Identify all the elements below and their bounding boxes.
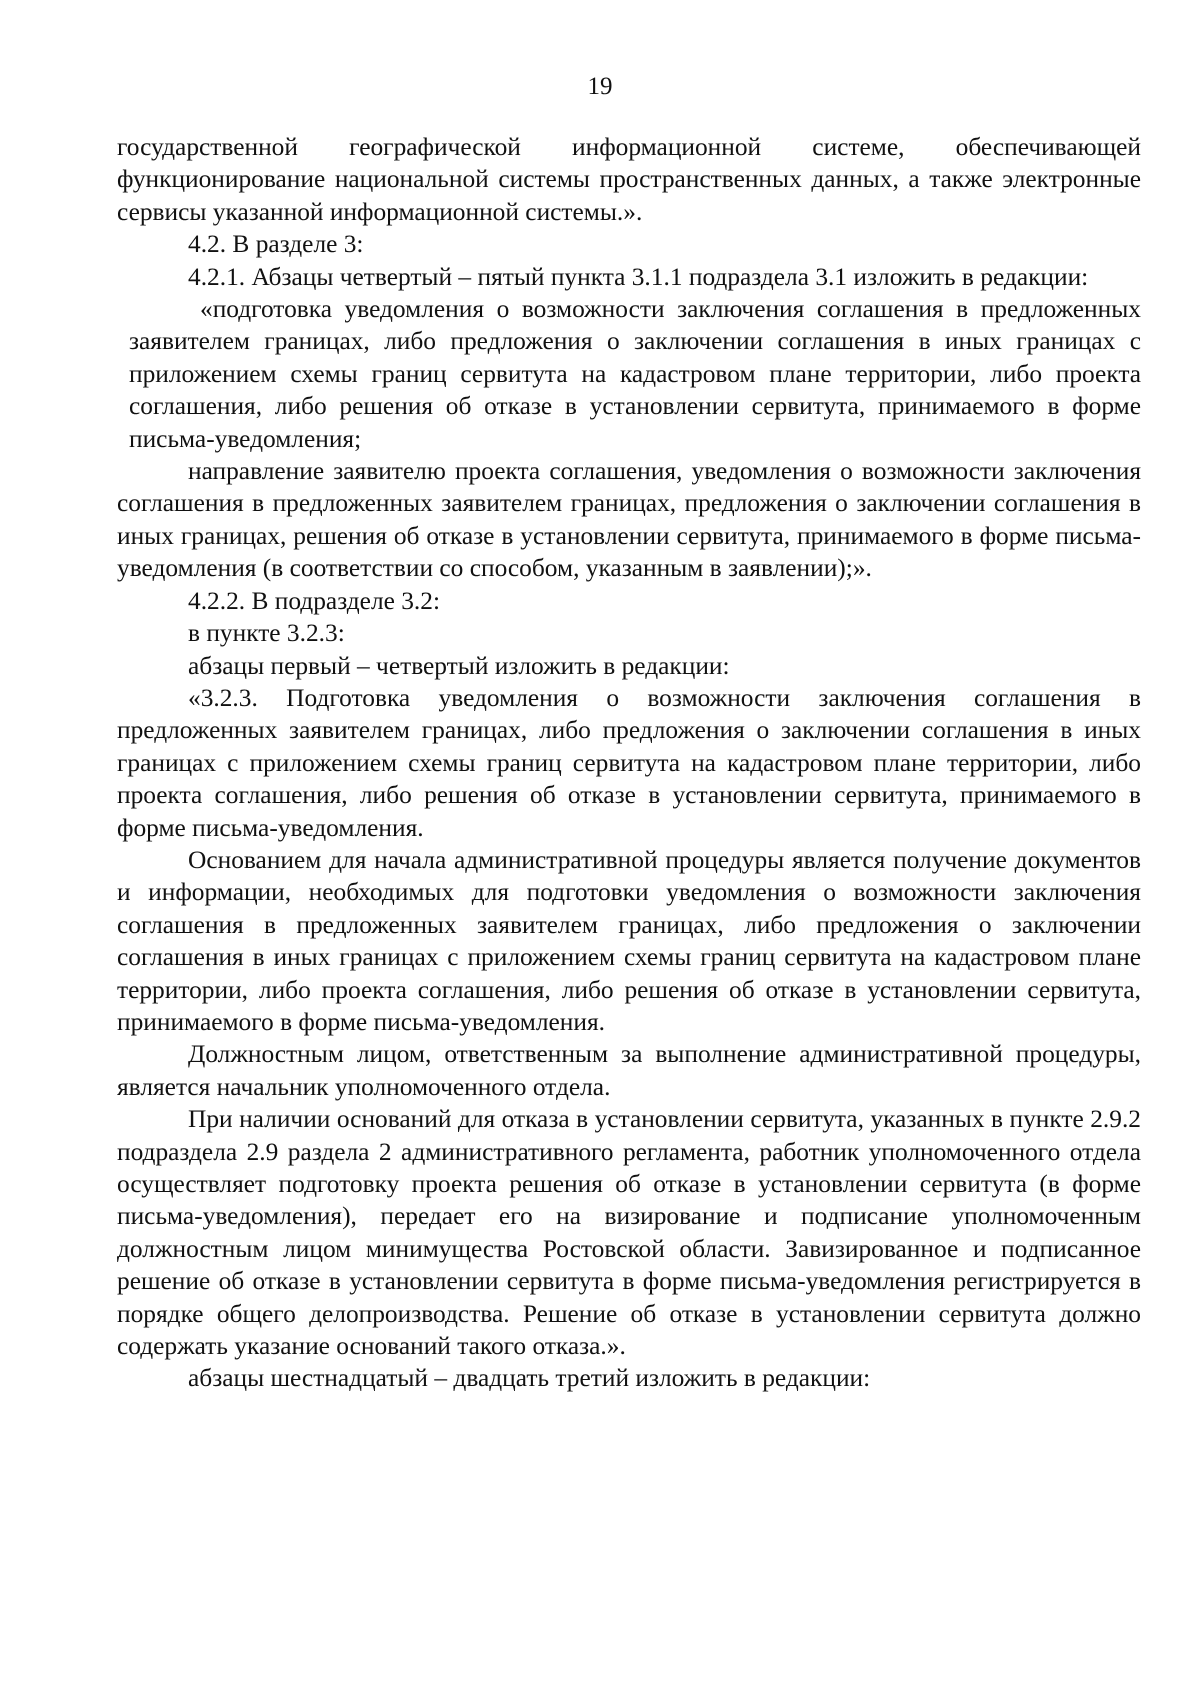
- paragraph-refusal-grounds: При наличии оснований для отказа в установлении сервитута, указанных в пункте 2.9.2 подраздела 2.9 раздела 2 административного регламента, работник уполномоченного отдела осуществляет подготовку проекта решения об отказе в установлении сервитута (в форме письма-уведомления), передает его на визирование и подписание уполномоченным должностным лицом минимущества Ростовской области. Завизированное и подписанное решение об отказе в установлении сервитута в форме письма-уведомления регистрируется в порядке общего делопроизводства. Решение об отказе в установлении сервитута должно содержать указание оснований такого отказа.».: [117, 1105, 1141, 1361]
- paragraph-section-4-2-1: 4.2.1. Абзацы четвертый – пятый пункта 3.1.1 подраздела 3.1 изложить в редакции:: [188, 262, 1089, 291]
- paragraph-direction-to-applicant: направление заявителю проекта соглашения, уведомления о возможности заключения соглашения в предложенных заявителем границах, предложения о заключении соглашения в иных границах, решения об отказе в установлении сервитута, принимаемого в форме письма-уведомления (в соответствии со способом, указанным в заявлении);».: [117, 457, 1141, 583]
- paragraph-quoted-preparation: «подготовка уведомления о возможности заключения соглашения в предложенных заявителем границах, либо предложения о заключении соглашения в иных границах с приложением схемы границ сервитута на кадастровом плане территории, либо проекта соглашения, либо решения об отказе в установлении сервитута, принимаемого в форме письма-уведомления;: [129, 295, 1141, 453]
- paragraph-first-to-fourth: абзацы первый – четвертый изложить в редакции:: [188, 651, 730, 680]
- paragraph-continuation: государственной географической информационной системе, обеспечивающей функционирование национальной системы пространственных данных, а также электронные сервисы указанной информационной системы.».: [117, 133, 1141, 226]
- paragraph-sixteenth-to-twenty-third: абзацы шестнадцатый – двадцать третий изложить в редакции:: [188, 1364, 871, 1393]
- paragraph-basis: Основанием для начала административной процедуры является получение документов и информации, необходимых для подготовки уведомления о возможности заключения соглашения в предложенных заявителем границах, либо предложения о заключении соглашения в иных границах с приложением схемы границ сервитута на кадастровом плане территории, либо проекта соглашения, либо решения об отказе в установлении сервитута, принимаемого в форме письма-уведомления.: [117, 845, 1141, 1036]
- paragraph-3-2-3-text: «3.2.3. Подготовка уведомления о возможности заключения соглашения в предложенных заявителем границах, либо предложения о заключении соглашения в иных границах с приложением схемы границ сервитута на кадастровом плане территории, либо проекта соглашения, либо решения об отказе в установлении сервитута, принимаемого в форме письма-уведомления.: [117, 683, 1141, 842]
- document-body: [117, 131, 1141, 1395]
- paragraph-section-4-2: 4.2. В разделе 3:: [188, 230, 364, 259]
- paragraph-point-3-2-3: в пункте 3.2.3:: [188, 619, 345, 648]
- paragraph-responsible-official: Должностным лицом, ответственным за выполнение административной процедуры, является начальник уполномоченного отдела.: [117, 1040, 1141, 1101]
- paragraph-section-4-2-2: 4.2.2. В подразделе 3.2:: [188, 586, 441, 615]
- page-number: 19: [587, 73, 613, 100]
